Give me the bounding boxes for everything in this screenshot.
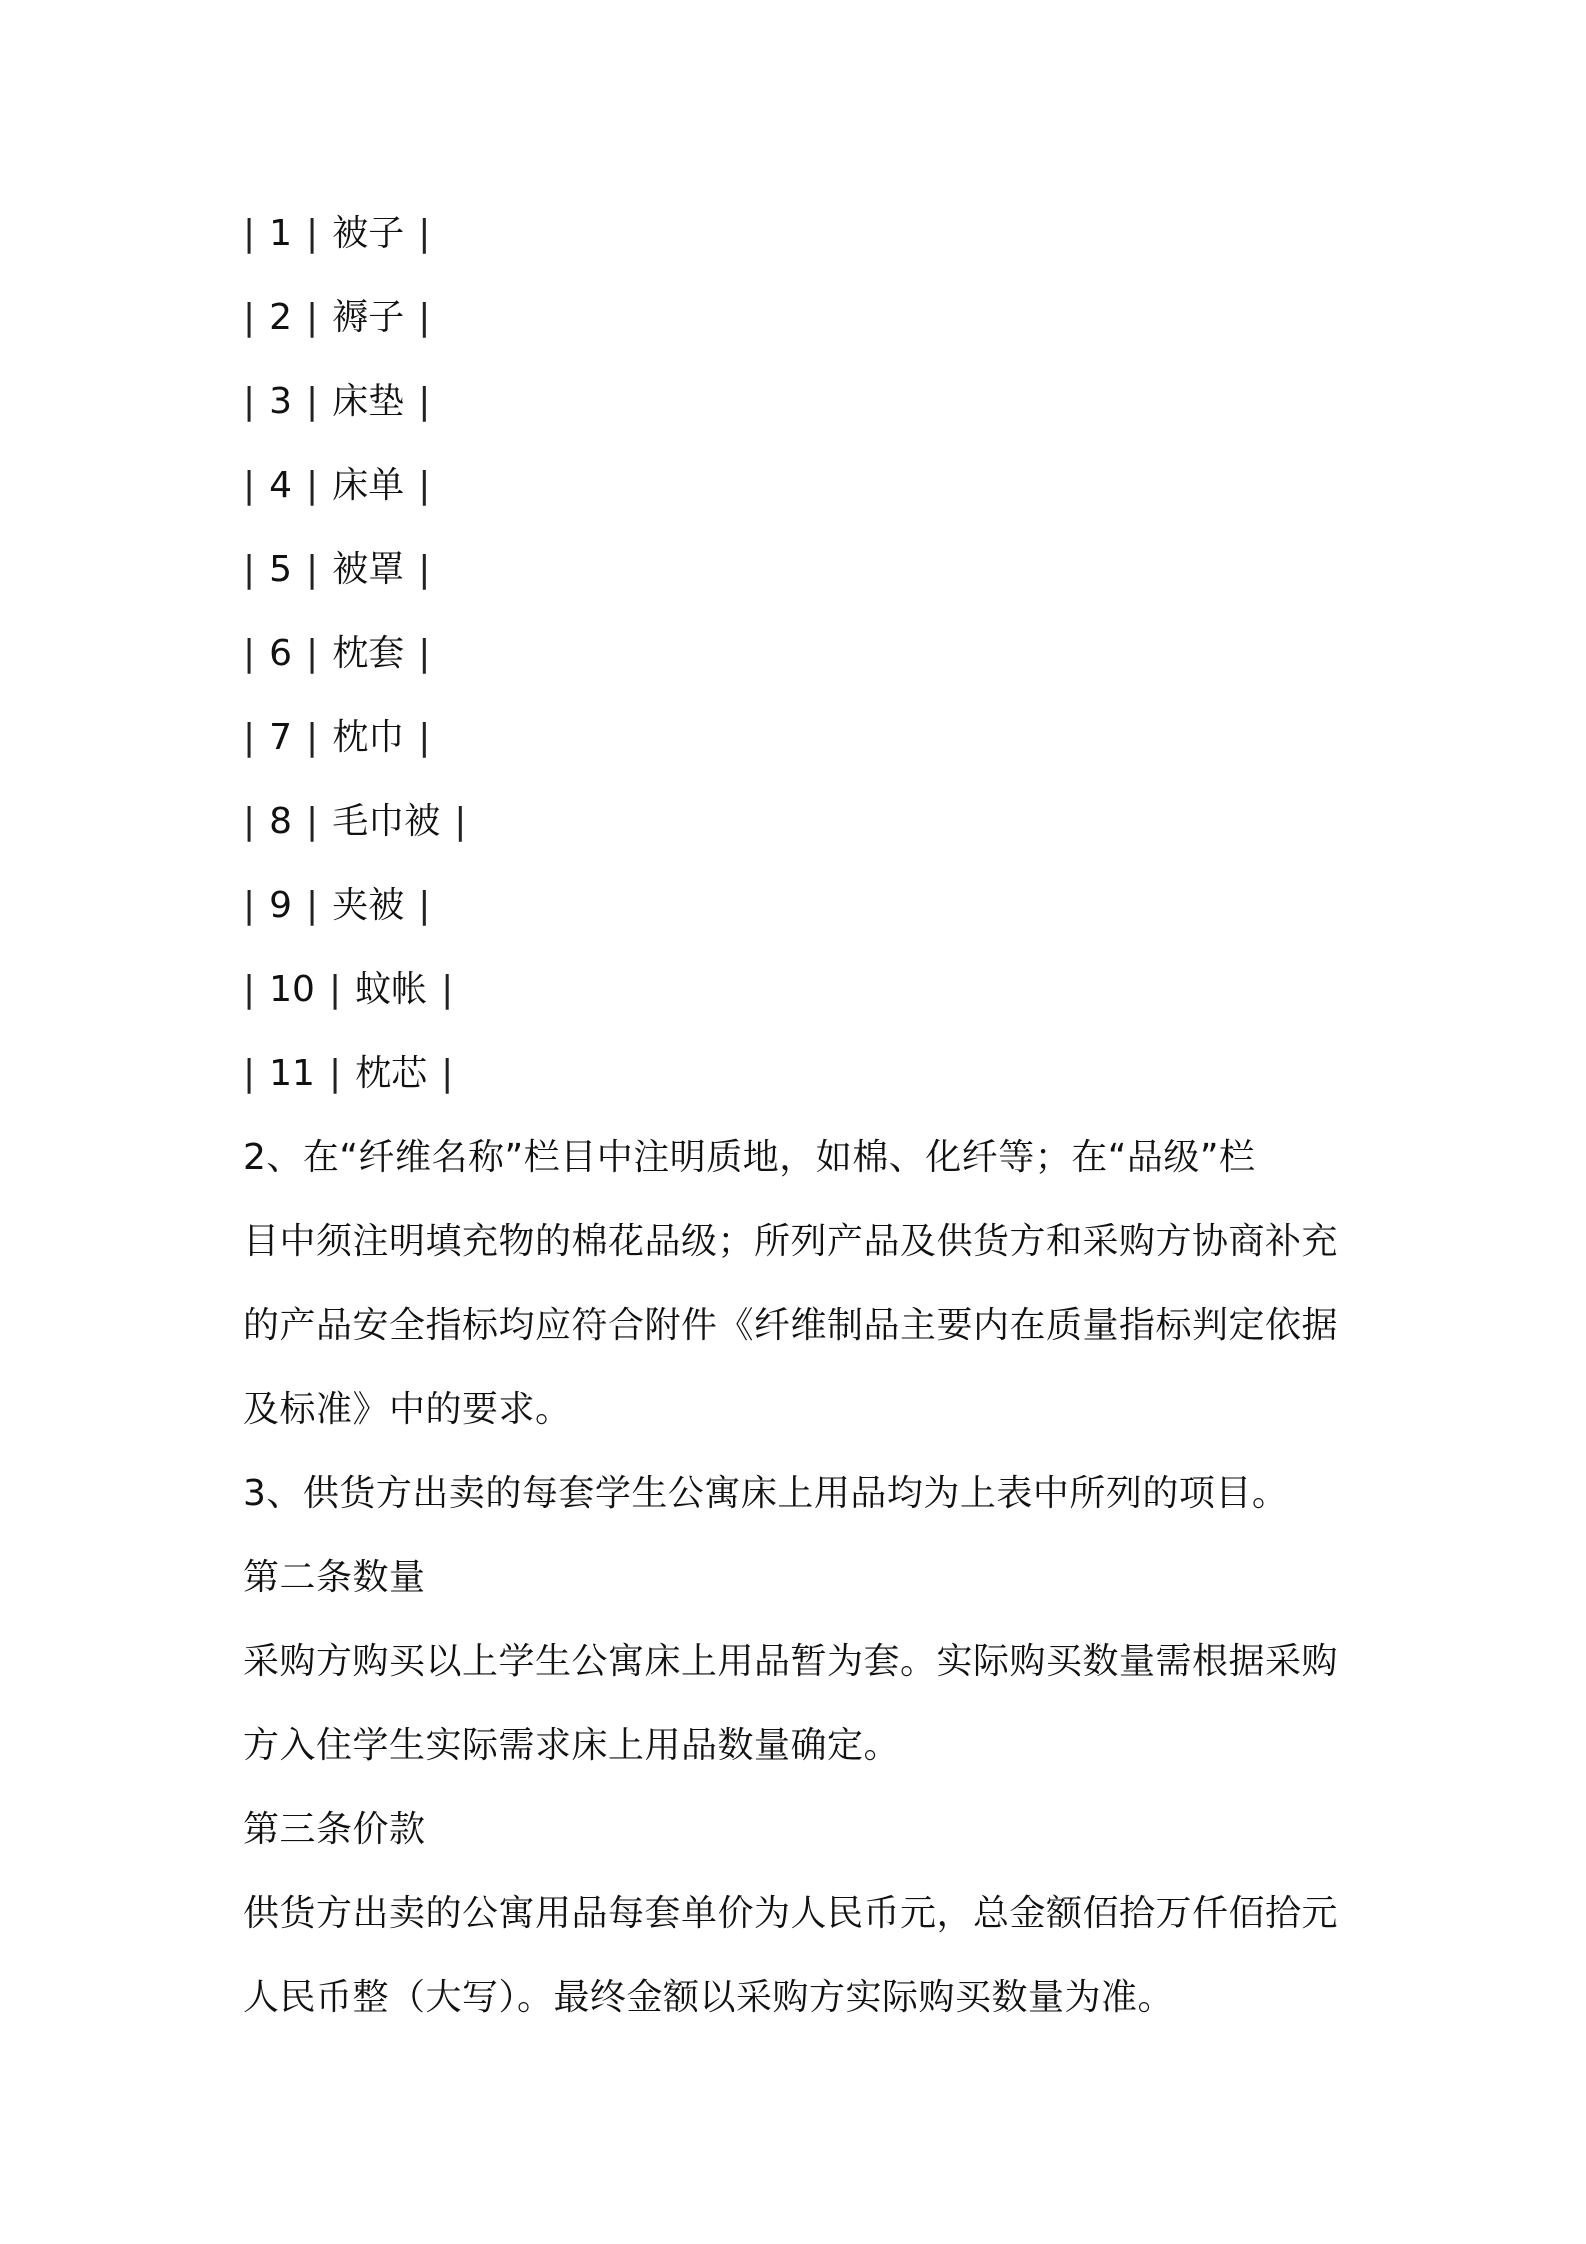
- item-number: 8: [269, 801, 293, 842]
- item-number: 10: [269, 969, 315, 1010]
- article-2-heading: 第二条数量: [243, 1557, 426, 1598]
- item-row-4: [243, 444, 1363, 528]
- item-name: 枕巾: [332, 717, 405, 758]
- item-number: 1: [269, 213, 293, 254]
- table-border: |: [418, 381, 431, 422]
- table-border: |: [328, 1053, 342, 1094]
- table-border: |: [306, 801, 319, 842]
- item-number: 6: [269, 633, 293, 674]
- table-border: |: [418, 549, 431, 590]
- article-3-heading: 第三条价款: [243, 1809, 426, 1850]
- table-border: |: [441, 969, 454, 1010]
- table-border: |: [306, 213, 319, 254]
- note-2-line: 及标准》中的要求。: [243, 1389, 572, 1430]
- table-border: |: [418, 297, 431, 338]
- item-name: 毛巾被: [332, 801, 441, 842]
- item-row-8: [243, 780, 1363, 864]
- table-border: |: [306, 885, 319, 926]
- table-border: |: [418, 717, 431, 758]
- item-name: 床垫: [332, 381, 405, 422]
- item-row-5: [243, 528, 1363, 612]
- note-2-paragraph: [243, 1116, 1363, 1452]
- item-number: 2: [269, 297, 293, 338]
- article-2-line: 方入住学生实际需求床上用品数量确定。: [243, 1725, 901, 1766]
- article-3-section: [243, 1788, 1363, 2040]
- note-3-paragraph: [243, 1452, 1363, 1536]
- table-border: |: [243, 213, 256, 254]
- item-row-3: [243, 360, 1363, 444]
- item-name: 被罩: [332, 549, 405, 590]
- document-content: [243, 192, 1363, 2040]
- article-2-line: 采购方购买以上学生公寓床上用品暂为套。实际购买数量需根据采购: [243, 1641, 1339, 1682]
- item-row-6: [243, 612, 1363, 696]
- item-name: 枕芯: [355, 1053, 428, 1094]
- item-row-10: [243, 948, 1363, 1032]
- table-border: |: [418, 885, 431, 926]
- table-border: |: [243, 885, 256, 926]
- note-3-line: 3、供货方出卖的每套学生公寓床上用品均为上表中所列的项目。: [243, 1473, 1289, 1514]
- item-name: 夹被: [332, 885, 405, 926]
- item-number: 4: [269, 465, 293, 506]
- item-name: 被子: [332, 213, 405, 254]
- table-border: |: [243, 633, 256, 674]
- table-border: |: [418, 633, 431, 674]
- item-number: 3: [269, 381, 293, 422]
- item-row-7: [243, 696, 1363, 780]
- note-2-line: 的产品安全指标均应符合附件《纤维制品主要内在质量指标判定依据: [243, 1305, 1339, 1346]
- item-number: 9: [269, 885, 293, 926]
- table-border: |: [243, 969, 256, 1010]
- table-border: |: [243, 801, 256, 842]
- table-border: |: [418, 465, 431, 506]
- item-row-9: [243, 864, 1363, 948]
- table-border: |: [328, 969, 342, 1010]
- table-border: |: [306, 465, 319, 506]
- item-row-2: [243, 276, 1363, 360]
- item-name: 枕套: [332, 633, 405, 674]
- item-name: 蚊帐: [355, 969, 428, 1010]
- table-border: |: [454, 801, 467, 842]
- item-row-1: [243, 192, 1363, 276]
- table-border: |: [243, 297, 256, 338]
- table-border: |: [306, 717, 319, 758]
- article-3-line: 供货方出卖的公寓用品每套单价为人民币元，总金额佰拾万仟佰拾元: [243, 1893, 1339, 1934]
- table-border: |: [306, 297, 319, 338]
- item-number: 5: [269, 549, 293, 590]
- table-border: |: [243, 381, 256, 422]
- item-name: 床单: [332, 465, 405, 506]
- table-border: |: [243, 717, 256, 758]
- note-2-line: 2、在“纤维名称”栏目中注明质地，如棉、化纤等；在“品级”栏: [243, 1137, 1256, 1178]
- item-number: 7: [269, 717, 293, 758]
- table-border: |: [418, 213, 431, 254]
- table-border: |: [243, 1053, 256, 1094]
- table-border: |: [243, 465, 256, 506]
- table-border: |: [306, 549, 319, 590]
- table-border: |: [441, 1053, 454, 1094]
- table-border: |: [243, 549, 256, 590]
- item-name: 褥子: [332, 297, 405, 338]
- table-border: |: [306, 633, 319, 674]
- note-2-line: 目中须注明填充物的棉花品级；所列产品及供货方和采购方协商补充: [243, 1221, 1339, 1262]
- article-2-section: [243, 1536, 1363, 1788]
- item-row-11: [243, 1032, 1363, 1116]
- table-border: |: [306, 381, 319, 422]
- item-number: 11: [269, 1053, 315, 1094]
- article-3-line: 人民币整（大写）。最终金额以采购方实际购买数量为准。: [243, 1977, 1175, 2018]
